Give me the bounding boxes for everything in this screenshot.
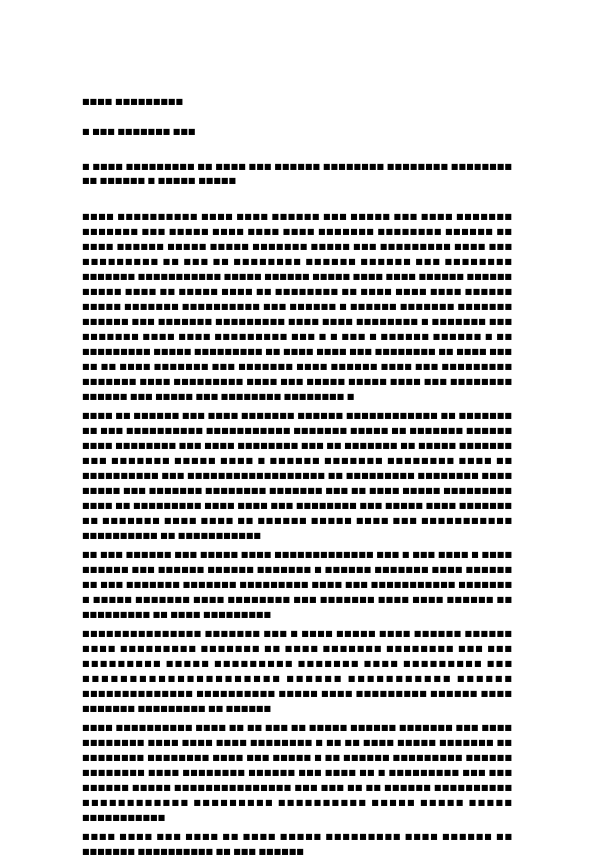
paragraph: ■■ ■■■ ■■■■■■ ■■■ ■■■■■ ■■■■ ■■■■■■■■■■■■■ ■■■ ■ ■■■ ■■■■ ■ ■■■■ ■■■■■■ ■■■ ■■■■■■ ■■■■■■ ■■■■■■■ ■ ■■■■■■ ■■■■■■■ ■■■■ ■■■■■■ ■■ ■■■ ■■■■■■■ ■■■■■■■ ■■■■■■■■■ ■■■■ ■■■ ■■■■■■■■■■■ ■■■■■■■ ■ ■■■■■ ■■■■■■■ ■■■■ ■■■■■■■■ ■■■ ■■■■■■■ ■■■■ ■■■■ ■■■■■■ ■■ ■■■■■■■■■ ■■ ■■■■ ■■■■■■■■■ xyxy=(82,550,512,619)
paragraph: ■■■■■■■■■■■■■■■ ■■■■■■■ ■■■ ■ ■■■■ ■■■■■ ■■■■ ■■■■■■ ■■■■■■ ■■■■ ■■■■■■■■■ ■■■■■■■ ■■ ■■■■ ■■■■■■■ ■■■■■■■■ ■■■ ■■■ ■■■■■■■■■ ■■■■■ ■■■■■■■■■ ■■■■■■■ ■■■■ ■■■■■■■■■ ■■■ ■■■■■■■■■■■■■■■■■■■■■ ■■■■■■ ■■■■■■■■■■■ ■■■■■■ ■■■■■■■■■■■■■■ ■■■■■■■■■■ ■■■■■ ■■■■ ■■■■■■■■■ ■■■■■■ ■■■■ ■■■■■■■ ■■■■■■■■■ ■■ ■■■■■■ xyxy=(82,629,512,713)
document-body xyxy=(82,209,512,863)
paragraph: ■■■■ ■■ ■■■■■■ ■■■ ■■■■ ■■■■■■■ ■■■■■■ ■■■■■■■■■■■■ ■■ ■■■■■■■ ■■ ■■■ ■■■■■■■■■■ ■■■■■■■■■■■ ■■■■■■■ ■■■■■ ■■ ■■■■■■■ ■■■■■■ ■■■■ ■■■■■■■■ ■■■ ■■■■ ■■■■■■■■ ■■■ ■■ ■■■■■■■ ■■ ■■■■■ ■■■■■■■ ■■■ ■■■■■■■ ■■■■■ ■■■■ ■ ■■■■■■ ■■■■■■■ ■■■■■■■■ ■■■■ ■■ ■■■■■■■■■■ ■■■ ■■■■■■■■■■■■■■■■■■ ■■ ■■■■■■■■■ ■■■■■■■■ ■■■■ ■■■■■ ■■■ ■■■■■■■ ■■■■■■■■ ■■■■■■■ ■■■ ■■ ■■■■ ■■■■■ ■■■■■■■■■ ■■■■ ■■ ■■■■■■■■■ ■■■■ ■■■■ ■■■ ■■■■■■■■ ■■■ ■■■■■ ■■■■ ■■■■■■■ ■■ ■■■■■■■ ■■■■ ■■■■ ■■ ■■■■■■ ■■■■■ ■■■■ ■■■ ■■■■■■■■■■■ ■■■■■■■■■■ ■■ ■■■■■■■■■■■ xyxy=(82,411,512,540)
title-bold-text: ■■■■■ ■■■■■ xyxy=(157,176,237,185)
title-text: ■ ■■■■ ■■■■■■■■■ ■■ ■■■■ ■■■ ■■■■■■ ■■■■■■■■ ■■■■■■■■ ■■■■■■■■ ■■ ■■■■■■ ■ xyxy=(82,162,512,185)
paragraph: ■■■■ ■■■■ ■■■ ■■■■ ■■ ■■■■ ■■■■■ ■■■■■■■■■ ■■■■ ■■■■■■ ■■ ■■■■■■■ ■■■■■■■■■■ ■■ ■■■ ■■■■■■ xyxy=(82,832,512,856)
paragraph: ■■■■ ■■■■■■■■■■ ■■■■ ■■ ■■ ■■■ ■■ ■■■■■ ■■■■■■ ■■■■■■■ ■■■ ■■■■ ■■■■■■■■ ■■■■ ■■■■ ■■■■ ■■■■■■■■ ■ ■■ ■■ ■■■■ ■■■■■ ■■■■■■■ ■■ ■■■■■■■■ ■■■■■■■■ ■■■■ ■■■ ■■■■■ ■ ■■ ■■■■■■ ■■■■■■■■■ ■■■■■■ ■■■■■■■■ ■■■■ ■■■■■■■■ ■■■■■■ ■■■ ■■■■ ■■ ■ ■■■■■■■■■ ■■■ ■■■ ■■■■■■ ■■■■■ ■■■■■■■■■■■■■■■ ■■■ ■■■ ■■ ■■ ■■■■■■ ■■■■■■■■■■ ■■■■■■■■■■■■ ■■■■■■■■■ ■■■■■■■■■■ ■■■■■ ■■■■■ ■■■■■ ■■■■■■■■■■■ xyxy=(82,723,512,822)
document-title xyxy=(82,160,512,188)
header-line-2: ■ ■■■ ■■■■■■■ ■■■ xyxy=(82,127,196,136)
paragraph: ■■■■ ■■■■■■■■■■ ■■■■ ■■■■ ■■■■■■ ■■■ ■■■■■ ■■■ ■■■■ ■■■■■■■ ■■■■■■■ ■■■ ■■■■■ ■■■■ ■■■■ ■■■■ ■■■■■■■ ■■■■■■■■ ■■■■■■ ■■ ■■■■ ■■■■■■ ■■■■■ ■■■■■ ■■■■■■■ ■■■■■ ■■■ ■■■■■■■■■ ■■■■ ■■■ ■■■■■■■■■ ■■ ■■■ ■■ ■■■■■■■■ ■■■■■■ ■■■■■■ ■■■ ■■■■■■■■ ■■■■■■■ ■■■■■■■■■■■ ■■■■■ ■■■■■■ ■■■■■ ■■■■ ■■■■ ■■■■■■ ■■■■■■ ■■■■■ ■■■■ ■■ ■■■■■ ■■■■ ■■ ■■■■■■■■ ■■ ■■■■ ■■■■ ■■■■ ■■■■■■ ■■■■■ ■■■■■■■ ■■■■■■■■■■ ■■■ ■■■■■■ ■ ■■■■■■ ■■■■■■■ ■■■■■■■ ■■■■■■ ■■■ ■■■■■■■ ■■■■■■■■■ ■■■■ ■■■■ ■■■■■■■■ ■ ■■■■■■■ ■■■ ■■■■■■■ ■■■■ ■■■■ ■■■■■■■■■ ■■■ ■ ■ ■■■ ■ ■■■■■■ ■■■■■■ ■ ■■ ■■■■■■■■■ ■■■■■ ■■■■■■■■■ ■■ ■■■■ ■■■■ ■■■ ■■■■■■■■ ■■ ■■■■ ■■■ ■■ ■■ ■■■■ ■■■■■■■ ■■■ ■■■■■■■ ■■■■ ■■■■■■ ■■■■ ■■■ ■■■■■■■■■ ■■■■■■■ ■■■■ ■■■■■■■■■ ■■■■ ■■■ ■■■■■ ■■■■■ ■■■■ ■■■ ■■■■■■■■ ■■■■■■ ■■■ ■■■■■ ■■■ ■■■■■■■■ ■■■■■■■■ ■ xyxy=(82,212,512,401)
header-line-1: ■■■■ ■■■■■■■■■ xyxy=(82,97,184,106)
